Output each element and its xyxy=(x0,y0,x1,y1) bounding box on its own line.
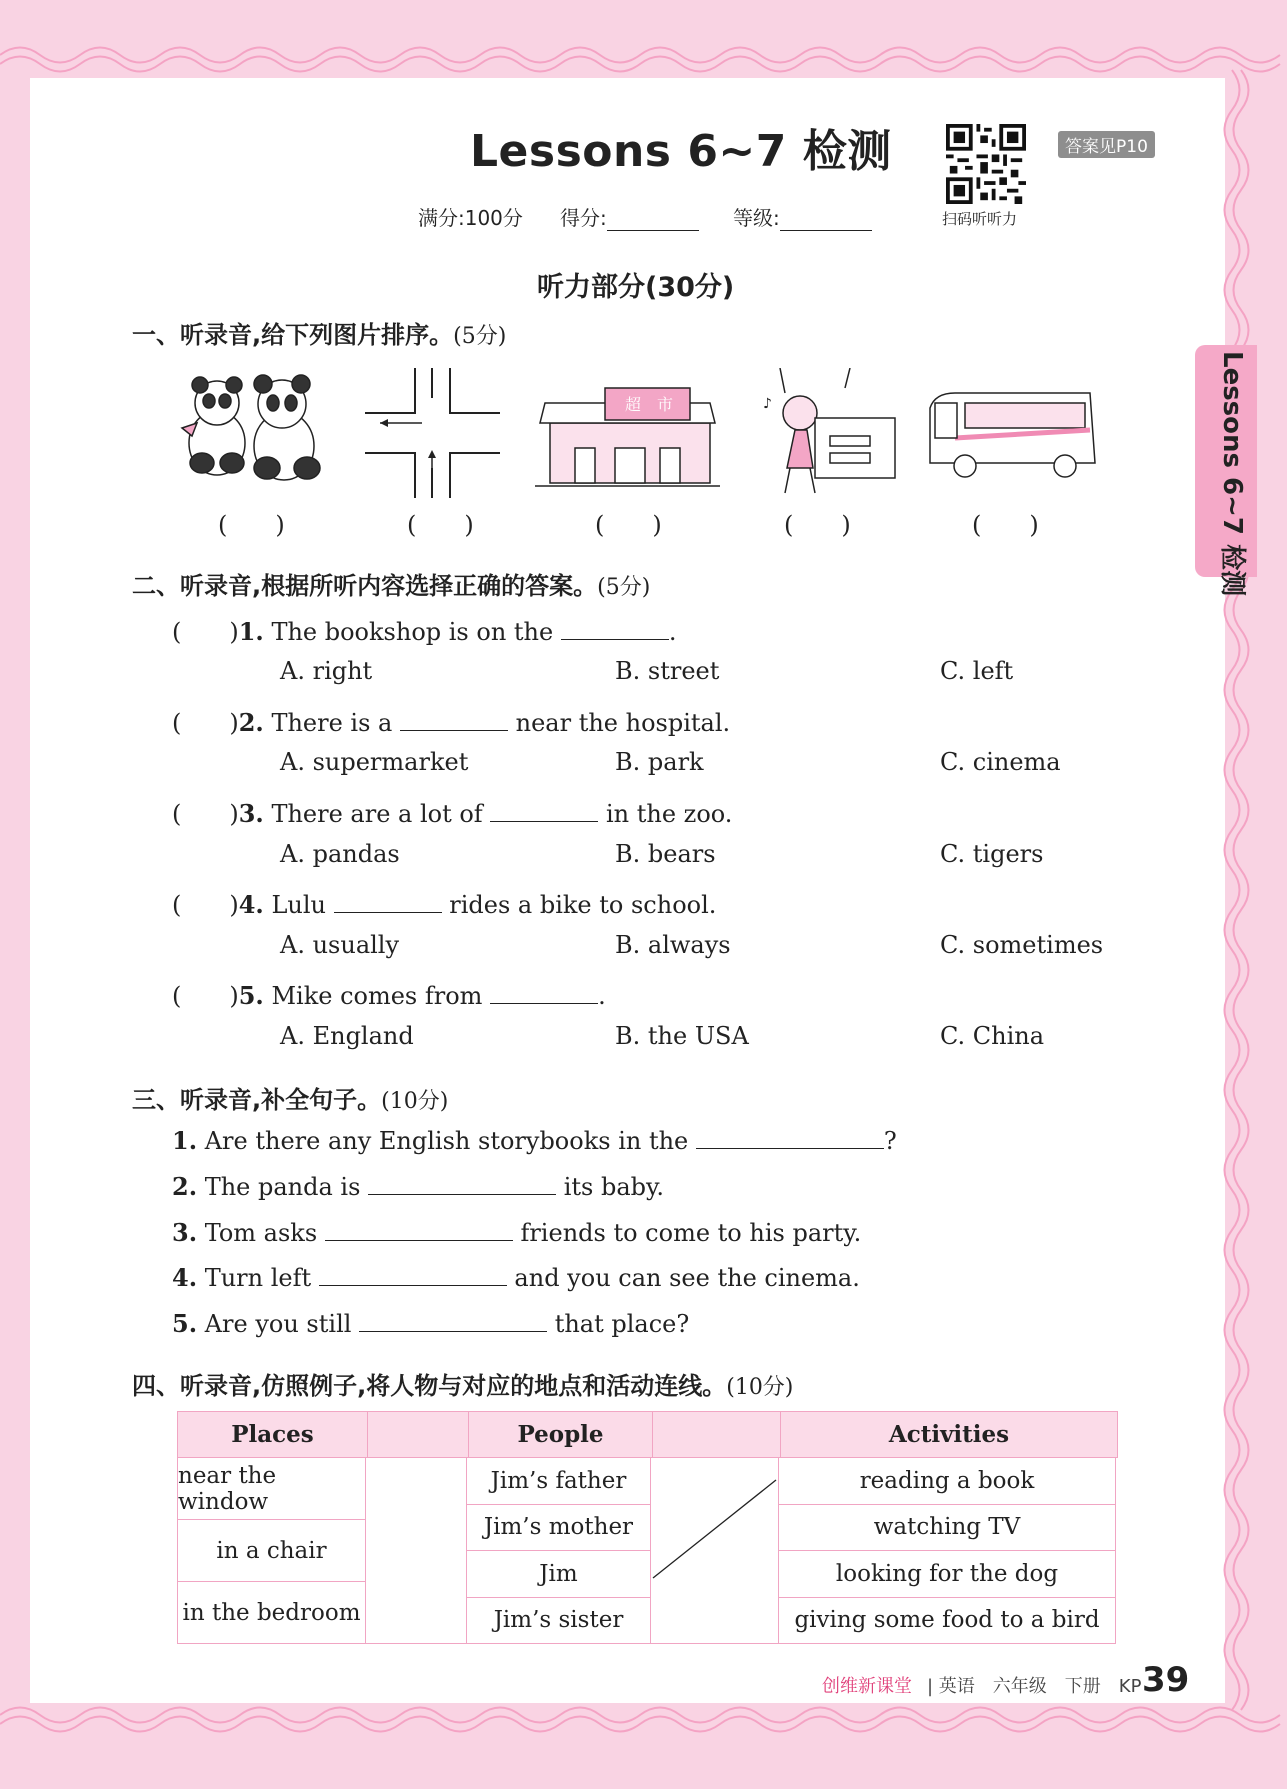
listening-section-header: 听力部分(30分) xyxy=(537,272,735,303)
person-item[interactable]: Jim’s sister xyxy=(467,1598,651,1645)
q1-answer-paren-2[interactable]: ( ) xyxy=(407,511,474,539)
person-item[interactable]: Jim’s father xyxy=(467,1458,651,1505)
activities-column xyxy=(779,1458,1116,1644)
q2-blank xyxy=(490,799,598,822)
qr-caption: 扫码听听力 xyxy=(942,210,1018,228)
col-gap-1 xyxy=(368,1412,469,1458)
q3-blank-5[interactable] xyxy=(359,1309,547,1332)
activity-item[interactable]: giving some food to a bird xyxy=(779,1598,1116,1645)
q2-blank xyxy=(334,890,442,913)
activity-item[interactable]: reading a book xyxy=(779,1458,1116,1505)
grade-label: 等级: xyxy=(733,206,780,230)
footer-book-info: | 英语 六年级 下册 KP xyxy=(927,1676,1142,1697)
qr-code-icon[interactable] xyxy=(946,124,1026,204)
page-title: Lessons 6~7 检测 xyxy=(470,126,892,177)
q3-blank-1[interactable] xyxy=(696,1126,884,1149)
q4-heading: 四、听录音,仿照例子,将人物与对应的地点和活动连线。(10分) xyxy=(132,1372,794,1400)
q2-item-5: ( )5. Mike comes from . xyxy=(172,981,606,1010)
people-column xyxy=(467,1458,651,1644)
score-label: 得分: xyxy=(560,206,607,230)
score-field xyxy=(560,202,699,231)
page-number: 39 xyxy=(1142,1660,1190,1700)
person-item[interactable]: Jim’s mother xyxy=(467,1505,651,1552)
q2-answer-paren[interactable]: ( ) xyxy=(172,800,239,828)
q2-3-option-c[interactable]: C. tigers xyxy=(940,840,1044,868)
q2-4-option-a[interactable]: A. usually xyxy=(280,931,400,959)
activity-item[interactable]: looking for the dog xyxy=(779,1551,1116,1598)
crossroads-picture xyxy=(360,368,505,498)
q1-answer-paren-5[interactable]: ( ) xyxy=(972,511,1039,539)
q3-item-3: 3. Tom asks friends to come to his party. xyxy=(172,1218,862,1247)
q3-item-1: 1. Are there any English storybooks in the ? xyxy=(172,1126,897,1155)
q2-answer-paren[interactable]: ( ) xyxy=(172,709,239,737)
q2-5-option-a[interactable]: A. England xyxy=(280,1022,414,1050)
footer-brand: 创维新课堂 xyxy=(822,1676,912,1697)
place-item[interactable]: in a chair xyxy=(177,1520,366,1582)
matching-table xyxy=(177,1411,1118,1458)
gap-column-1[interactable] xyxy=(366,1458,467,1644)
girl-at-desk-picture xyxy=(755,368,905,498)
grade-field xyxy=(733,202,872,231)
q2-2-option-a[interactable]: A. supermarket xyxy=(280,748,469,776)
q2-item-2: ( )2. There is a near the hospital. xyxy=(172,708,731,737)
q2-item-1: ( )1. The bookshop is on the . xyxy=(172,617,677,646)
q2-blank xyxy=(400,708,508,731)
q2-3-option-a[interactable]: A. pandas xyxy=(280,840,400,868)
place-item[interactable]: in the bedroom xyxy=(177,1582,366,1644)
col-gap-2 xyxy=(653,1412,781,1458)
side-tab xyxy=(1195,345,1257,597)
q2-answer-paren[interactable]: ( ) xyxy=(172,618,239,646)
q2-4-option-b[interactable]: B. always xyxy=(615,931,731,959)
activity-item[interactable]: watching TV xyxy=(779,1505,1116,1552)
grade-blank[interactable] xyxy=(780,210,872,231)
q1-answer-paren-1[interactable]: ( ) xyxy=(218,511,285,539)
q2-item-3: ( )3. There are a lot of in the zoo. xyxy=(172,799,733,828)
q3-blank-3[interactable] xyxy=(325,1218,513,1241)
side-tab-label: Lessons 6~7 检测 xyxy=(1217,351,1247,597)
q2-2-option-b[interactable]: B. park xyxy=(615,748,704,776)
q2-blank xyxy=(561,617,669,640)
q2-heading: 二、听录音,根据所听内容选择正确的答案。(5分) xyxy=(132,572,651,600)
q3-heading: 三、听录音,补全句子。(10分) xyxy=(132,1086,449,1114)
q1-answer-paren-4[interactable]: ( ) xyxy=(784,511,851,539)
place-item[interactable]: near the window xyxy=(177,1458,366,1520)
q2-4-option-c[interactable]: C. sometimes xyxy=(940,931,1104,959)
q3-blank-2[interactable] xyxy=(368,1172,556,1195)
q1-answer-paren-3[interactable]: ( ) xyxy=(595,511,662,539)
col-activities: Activities xyxy=(781,1412,1118,1458)
svg-text:♪: ♪ xyxy=(763,396,772,412)
q3-item-5: 5. Are you still that place? xyxy=(172,1309,690,1338)
person-item[interactable]: Jim xyxy=(467,1551,651,1598)
q2-2-option-c[interactable]: C. cinema xyxy=(940,748,1061,776)
bus-picture xyxy=(925,368,1100,498)
q3-item-4: 4. Turn left and you can see the cinema. xyxy=(172,1263,860,1292)
q1-heading: 一、听录音,给下列图片排序。(5分) xyxy=(132,321,507,349)
supermarket-sign: 超 市 xyxy=(625,395,674,414)
answer-tag: 答案见P10 xyxy=(1058,131,1155,158)
q2-1-option-a[interactable]: A. right xyxy=(280,657,373,685)
example-match-line xyxy=(651,1458,777,1642)
q2-item-4: ( )4. Lulu rides a bike to school. xyxy=(172,890,717,919)
col-places: Places xyxy=(178,1412,368,1458)
q2-answer-paren[interactable]: ( ) xyxy=(172,982,239,1010)
pandas-picture xyxy=(172,368,337,498)
supermarket-picture xyxy=(535,368,720,498)
gap-column-2[interactable] xyxy=(651,1458,779,1644)
q2-5-option-b[interactable]: B. the USA xyxy=(615,1022,749,1050)
places-column xyxy=(177,1458,366,1644)
q3-item-2: 2. The panda is its baby. xyxy=(172,1172,665,1201)
q2-1-option-c[interactable]: C. left xyxy=(940,657,1014,685)
score-blank[interactable] xyxy=(607,210,699,231)
q2-5-option-c[interactable]: C. China xyxy=(940,1022,1045,1050)
q2-blank xyxy=(490,981,598,1004)
q3-blank-4[interactable] xyxy=(319,1263,507,1286)
full-score: 满分:100分 xyxy=(418,206,523,230)
q2-answer-paren[interactable]: ( ) xyxy=(172,891,239,919)
q2-3-option-b[interactable]: B. bears xyxy=(615,840,716,868)
col-people: People xyxy=(469,1412,653,1458)
q2-1-option-b[interactable]: B. street xyxy=(615,657,720,685)
